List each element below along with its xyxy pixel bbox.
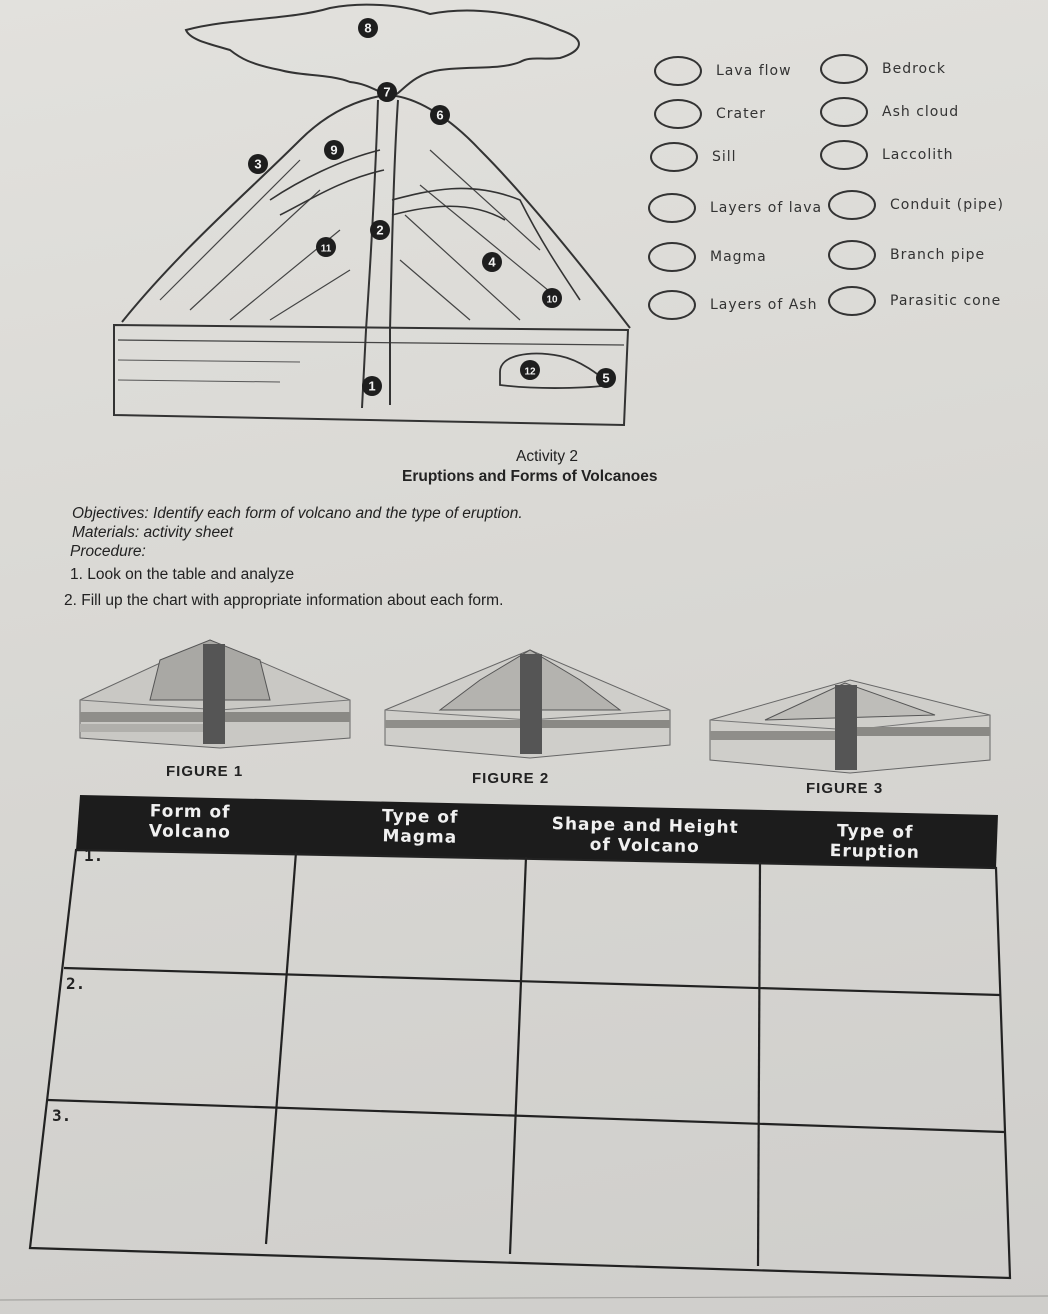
- activity-number: Activity 2: [516, 448, 579, 465]
- legend-label: Bedrock: [882, 61, 946, 77]
- legend-label: Magma: [710, 249, 767, 265]
- diagram-label-text: 1: [368, 378, 376, 394]
- header-type-of-eruption: Type of Eruption: [829, 821, 920, 863]
- diagram-label-text: 2: [376, 222, 384, 238]
- header-form-of-volcano: Form of Volcano: [148, 801, 232, 843]
- diagram-label-text: 3: [254, 156, 262, 172]
- row-number-2: 2.: [66, 974, 86, 993]
- diagram-label-text: 11: [320, 243, 332, 255]
- legend-label: Parasitic cone: [890, 293, 1002, 309]
- diagram-label-text: 9: [330, 142, 338, 158]
- procedure-step-2: 2. Fill up the chart with appropriate information about each form.: [64, 592, 504, 609]
- cell-row3-shape[interactable]: [520, 1142, 748, 1252]
- figure-2-caption: FIGURE 2: [472, 770, 550, 787]
- diagram-label-text: 10: [546, 294, 558, 306]
- diagram-label-text: 4: [488, 254, 496, 270]
- legend-label: Laccolith: [882, 147, 954, 163]
- legend-label: Crater: [716, 106, 766, 122]
- legend-label: Lava flow: [716, 63, 792, 79]
- figure-1-caption: FIGURE 1: [166, 763, 244, 780]
- header-shape-and-height: Shape and Height of Volcano: [551, 814, 739, 858]
- row-number-1: 1.: [84, 846, 104, 865]
- cell-row2-magma[interactable]: [290, 1004, 500, 1098]
- legend-label: Layers of Ash: [710, 297, 818, 313]
- activity-title: Eruptions and Forms of Volcanoes: [402, 468, 658, 485]
- cell-row1-form[interactable]: [100, 872, 280, 958]
- diagram-label-text: 12: [524, 366, 536, 378]
- diagram-label-text: 5: [602, 370, 610, 386]
- cell-row3-eruption[interactable]: [768, 1146, 998, 1260]
- diagram-label-text: 7: [383, 84, 391, 100]
- diagram-label-text: 6: [436, 107, 444, 123]
- cell-row2-eruption[interactable]: [766, 1010, 994, 1118]
- cell-row2-shape[interactable]: [526, 1010, 746, 1110]
- objectives-text: Objectives: Identify each form of volcano and the type of eruption.: [72, 505, 523, 522]
- legend-label: Conduit (pipe): [890, 197, 1005, 213]
- legend-label: Ash cloud: [882, 104, 960, 120]
- cell-row3-form[interactable]: [60, 1134, 256, 1234]
- legend-label: Layers of lava: [710, 200, 823, 216]
- legend-label: Sill: [712, 149, 737, 165]
- legend-label: Branch pipe: [890, 247, 986, 263]
- figure-3-caption: FIGURE 3: [806, 780, 884, 797]
- cell-row3-magma[interactable]: [280, 1138, 500, 1242]
- cell-row2-form[interactable]: [84, 1000, 274, 1092]
- procedure-step-1: 1. Look on the table and analyze: [70, 566, 295, 583]
- cell-row1-magma[interactable]: [300, 876, 510, 962]
- materials-text: Materials: activity sheet: [72, 524, 234, 541]
- cell-row1-shape[interactable]: [532, 880, 746, 970]
- diagram-label-text: 8: [364, 20, 372, 36]
- cell-row1-eruption[interactable]: [766, 885, 988, 981]
- row-number-3: 3.: [52, 1106, 72, 1125]
- procedure-heading: Procedure:: [70, 543, 146, 560]
- header-type-of-magma: Type of Magma: [381, 806, 459, 848]
